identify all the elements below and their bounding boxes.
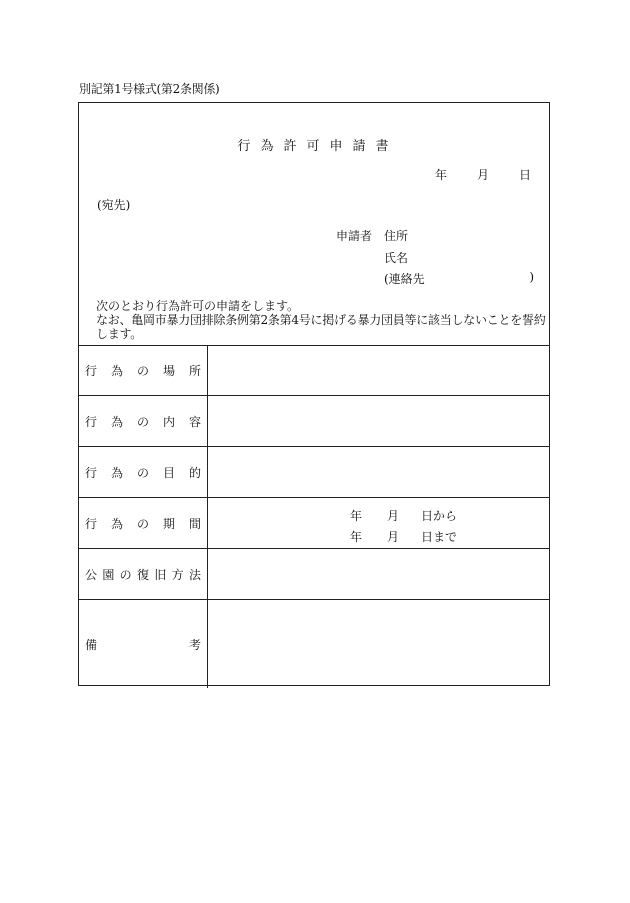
label-char: 行 bbox=[85, 465, 98, 480]
label-char: 所 bbox=[188, 363, 201, 378]
location-field[interactable] bbox=[208, 345, 549, 395]
label-char: 為 bbox=[110, 414, 123, 429]
form-header bbox=[79, 103, 549, 346]
label-char: 期 bbox=[162, 516, 175, 531]
row-label bbox=[79, 600, 208, 688]
label-char: 復 bbox=[136, 567, 149, 582]
label-char: 行 bbox=[85, 516, 98, 531]
remarks-label-left: 備 bbox=[85, 638, 98, 652]
form-reference: 別記第1号様式(第2条関係) bbox=[79, 82, 220, 96]
date-month: 月 bbox=[476, 168, 489, 182]
row-purpose bbox=[79, 447, 549, 498]
label-chars bbox=[85, 362, 201, 379]
label-char: 法 bbox=[188, 567, 201, 582]
application-form bbox=[78, 102, 550, 686]
row-label bbox=[79, 447, 208, 497]
row-remarks bbox=[79, 600, 549, 688]
label-char: の bbox=[119, 567, 132, 582]
label-char: 目 bbox=[162, 465, 175, 480]
period-year: 年 bbox=[350, 509, 363, 523]
period-from-day: 日から bbox=[421, 509, 458, 523]
row-label bbox=[79, 549, 208, 599]
label-char: 的 bbox=[188, 465, 201, 480]
label-chars bbox=[85, 636, 201, 653]
label-char: の bbox=[136, 363, 149, 378]
row-content bbox=[79, 396, 549, 447]
period-month: 月 bbox=[387, 509, 400, 523]
statement-line-1: 次のとおり行為許可の申請をします。 bbox=[96, 299, 300, 313]
form-title: 行為許可申請書 bbox=[237, 139, 399, 154]
contact-label: (連絡先 bbox=[384, 272, 425, 286]
row-label bbox=[79, 396, 208, 446]
label-char: 行 bbox=[85, 414, 98, 429]
row-location bbox=[79, 345, 549, 396]
contact-close: ) bbox=[529, 270, 534, 284]
label-char: 旧 bbox=[154, 567, 167, 582]
row-label bbox=[79, 345, 208, 395]
restoration-field[interactable] bbox=[208, 549, 549, 599]
address-label: 住所 bbox=[384, 229, 409, 243]
addressee: (宛先) bbox=[97, 198, 131, 212]
label-char: 為 bbox=[110, 465, 123, 480]
period-year: 年 bbox=[350, 530, 363, 544]
period-field[interactable] bbox=[208, 498, 549, 548]
period-month: 月 bbox=[387, 530, 400, 544]
label-char: 容 bbox=[188, 414, 201, 429]
purpose-field[interactable] bbox=[208, 447, 549, 497]
remarks-field[interactable] bbox=[208, 600, 549, 688]
label-chars bbox=[85, 413, 201, 430]
label-char: 公 bbox=[85, 567, 98, 582]
content-field[interactable] bbox=[208, 396, 549, 446]
period-from bbox=[350, 507, 457, 524]
period-to bbox=[350, 528, 457, 545]
label-char: 内 bbox=[162, 414, 175, 429]
applicant-label: 申請者 bbox=[336, 229, 373, 243]
row-label bbox=[79, 498, 208, 548]
row-period bbox=[79, 498, 549, 549]
label-chars bbox=[85, 566, 201, 583]
label-char: 園 bbox=[102, 567, 115, 582]
label-char: 間 bbox=[188, 516, 201, 531]
label-chars bbox=[85, 515, 201, 532]
label-char: 方 bbox=[171, 567, 184, 582]
remarks-label-right: 考 bbox=[188, 638, 201, 652]
contact-line bbox=[384, 270, 534, 287]
period-to-day: 日まで bbox=[421, 530, 458, 544]
label-char: 為 bbox=[110, 516, 123, 531]
label-char: の bbox=[136, 516, 149, 531]
date-year: 年 bbox=[434, 168, 447, 182]
name-label: 氏名 bbox=[384, 251, 409, 265]
form-table bbox=[79, 345, 549, 688]
label-char: の bbox=[136, 414, 149, 429]
row-restoration bbox=[79, 549, 549, 600]
label-chars bbox=[85, 464, 201, 481]
label-char: の bbox=[136, 465, 149, 480]
label-char: 場 bbox=[162, 363, 175, 378]
statement-line-2: なお、亀岡市暴力団排除条例第2条第4号に掲げる暴力団員等に該当しないことを誓約します。 bbox=[96, 313, 546, 341]
label-char: 行 bbox=[85, 363, 98, 378]
date-day: 日 bbox=[518, 168, 531, 182]
label-char: 為 bbox=[110, 363, 123, 378]
date-line bbox=[435, 166, 531, 183]
statement bbox=[83, 299, 546, 341]
